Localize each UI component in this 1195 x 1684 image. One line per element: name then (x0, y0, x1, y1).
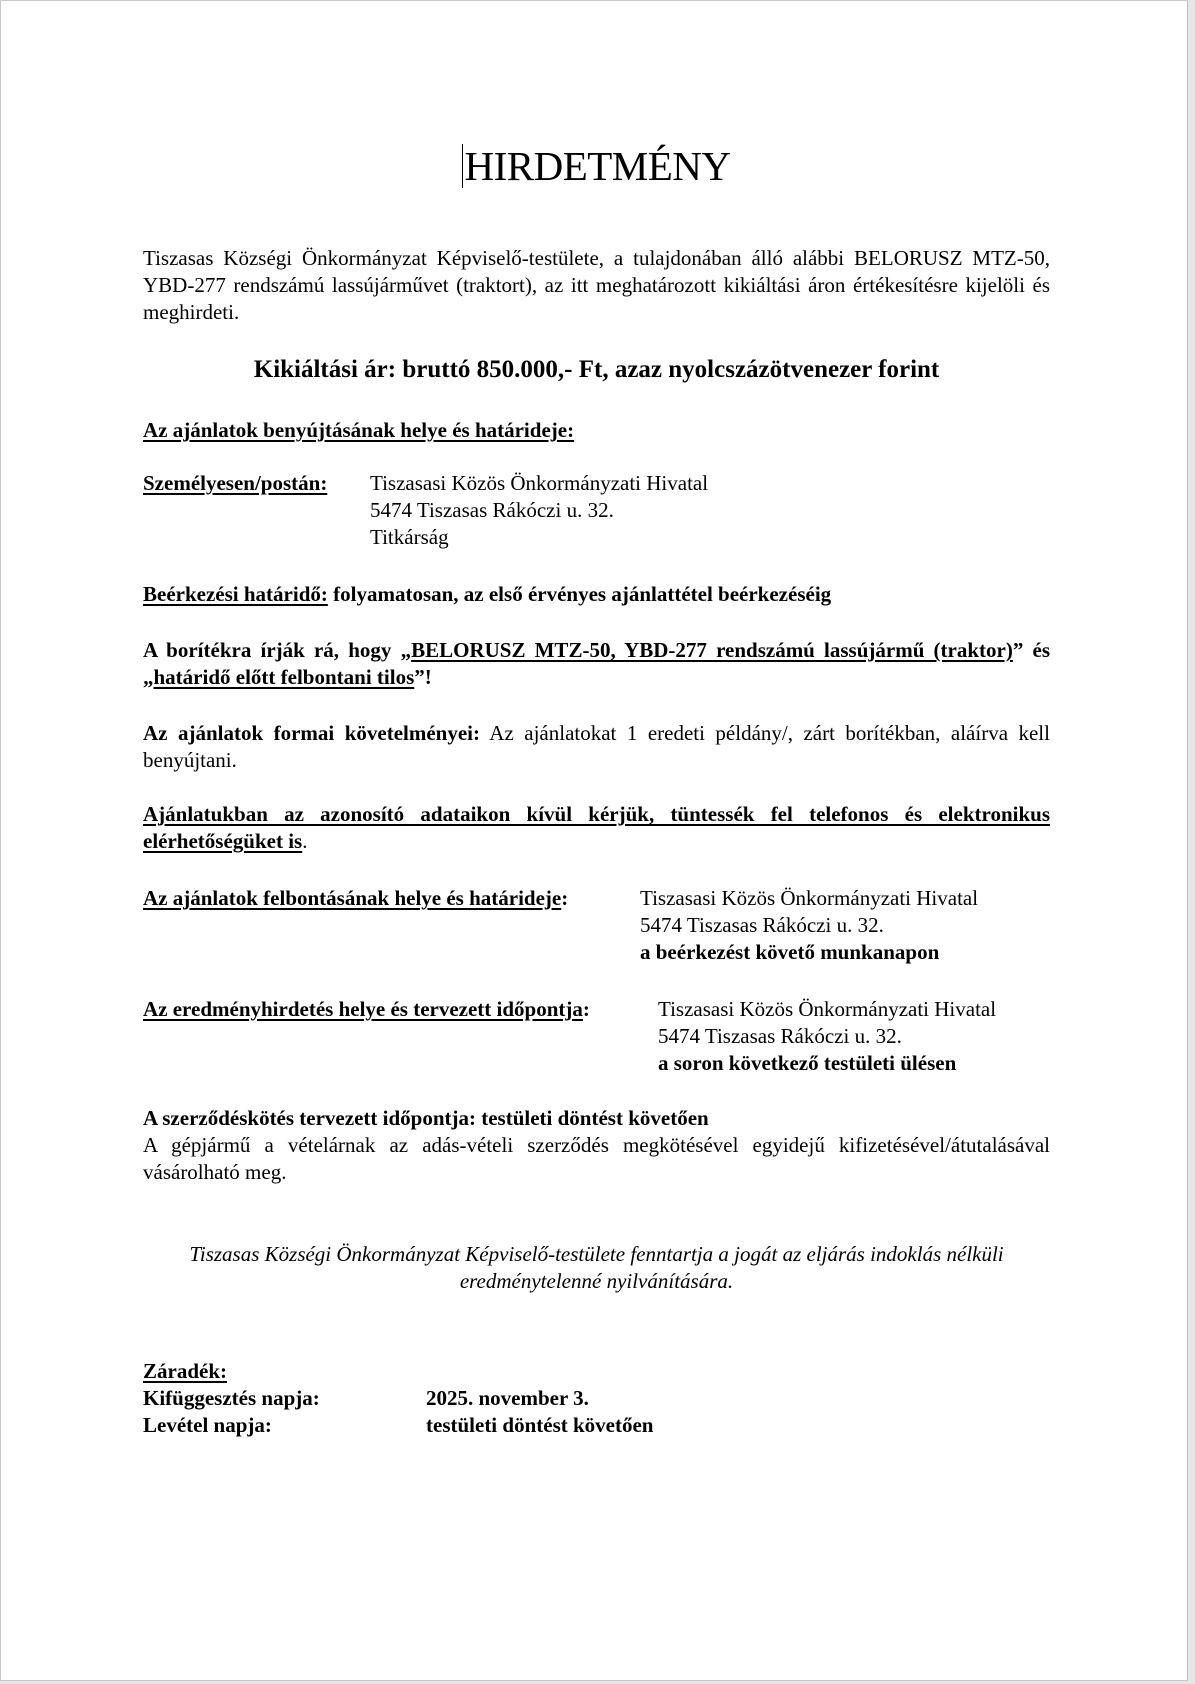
submission-line: 5474 Tiszasas Rákóczi u. 32. (370, 498, 614, 522)
submission-block (143, 470, 1050, 551)
clause-row (143, 1385, 1050, 1412)
contract-heading: A szerződéskötés tervezett időpontja: testületi döntést követően (143, 1106, 709, 1130)
opening-line: 5474 Tiszasas Rákóczi u. 32. (640, 913, 884, 937)
opening-colon: : (561, 886, 569, 910)
envelope-warning: határidő előtt felbontani tilos (153, 665, 415, 689)
clause-value: 2025. november 3. (426, 1386, 589, 1410)
results-line: Tiszasasi Közös Önkormányzati Hivatal (658, 997, 997, 1021)
formal-label: Az ajánlatok formai követelményei: (143, 721, 480, 745)
formal-requirements (143, 720, 1050, 774)
clause-value: testületi döntést követően (426, 1413, 654, 1437)
results-label-wrap (143, 996, 661, 1077)
formal-text: Az ajánlatokat 1 eredeti példány/, zárt borítékban, aláírva kell benyújtani. (143, 721, 1050, 772)
envelope-prefix: A borítékra írják rá, hogy „ (143, 638, 412, 662)
submission-label: Személyesen/postán: (143, 471, 328, 495)
deadline-text: folyamatosan, az első érvényes ajánlattétel beérkezéséig (327, 582, 832, 606)
submission-line: Titkárság (370, 525, 449, 549)
opening-when: a beérkezést követő munkanapon (640, 940, 940, 964)
envelope-subject: BELORUSZ MTZ-50, YBD-277 rendszámú lassújármű (traktor) (411, 638, 1013, 662)
contact-note (143, 801, 1050, 855)
opening-line: Tiszasasi Közös Önkormányzati Hivatal (640, 886, 979, 910)
envelope-suffix: ”! (414, 665, 432, 689)
clause-heading: Záradék: (143, 1359, 227, 1383)
opening-label-wrap (143, 885, 640, 966)
clause-row (143, 1412, 1050, 1439)
title-text: HIRDETMÉNY (464, 143, 731, 189)
opening-block (143, 885, 1050, 966)
clause-key: Kifüggesztés napja: (143, 1386, 320, 1410)
submission-heading: Az ajánlatok benyújtásának helye és határideje: (143, 418, 575, 442)
starting-price: Kikiáltási ár: bruttó 850.000,- Ft, azaz nyolcszázötvenezer forint (253, 356, 940, 383)
results-when: a soron következő testületi ülésen (658, 1051, 957, 1075)
reservation-note: Tiszasas Községi Önkormányzat Képviselő-testülete fenntartja a jogát az eljárás indoklás nélküli eredménytelenné nyilvánítására. (189, 1242, 1004, 1293)
contract-text: A gépjármű a vételárnak az adás-vételi szerződés megkötésével egyidejű kifizetésével/átutalásával vásárolható meg. (143, 1133, 1050, 1184)
results-line: 5474 Tiszasas Rákóczi u. 32. (658, 1024, 902, 1048)
results-colon: : (582, 997, 590, 1021)
document-title (143, 141, 1050, 191)
opening-label: Az ajánlatok felbontásának helye és határideje (143, 886, 562, 910)
intro-paragraph: Tiszasas Községi Önkormányzat Képviselő-testülete, a tulajdonában álló alábbi BELORUSZ MTZ-50, YBD-277 rendszámú lassújárművet (traktort), az itt meghatározott kikiáltási áron értékesítésre kijelöli és meghirdeti. (143, 246, 1050, 324)
contact-note-end: . (302, 829, 308, 853)
envelope-middle: ” és „ (143, 638, 1051, 689)
results-label: Az eredményhirdetés helye és tervezett időpontja (143, 997, 583, 1021)
envelope-instructions (143, 637, 1050, 691)
deadline-label: Beérkezési határidő: (143, 582, 328, 606)
deadline-line (143, 581, 1050, 608)
clause-block (143, 1358, 1050, 1439)
clause-key: Levétel napja: (143, 1413, 272, 1437)
submission-line: Tiszasasi Közös Önkormányzati Hivatal (370, 471, 709, 495)
results-block (143, 996, 1050, 1077)
contact-note-text: Ajánlatukban az azonosító adataikon kívül kérjük, tüntessék fel telefonos és elektronikus elérhetőségüket is (143, 802, 1050, 853)
